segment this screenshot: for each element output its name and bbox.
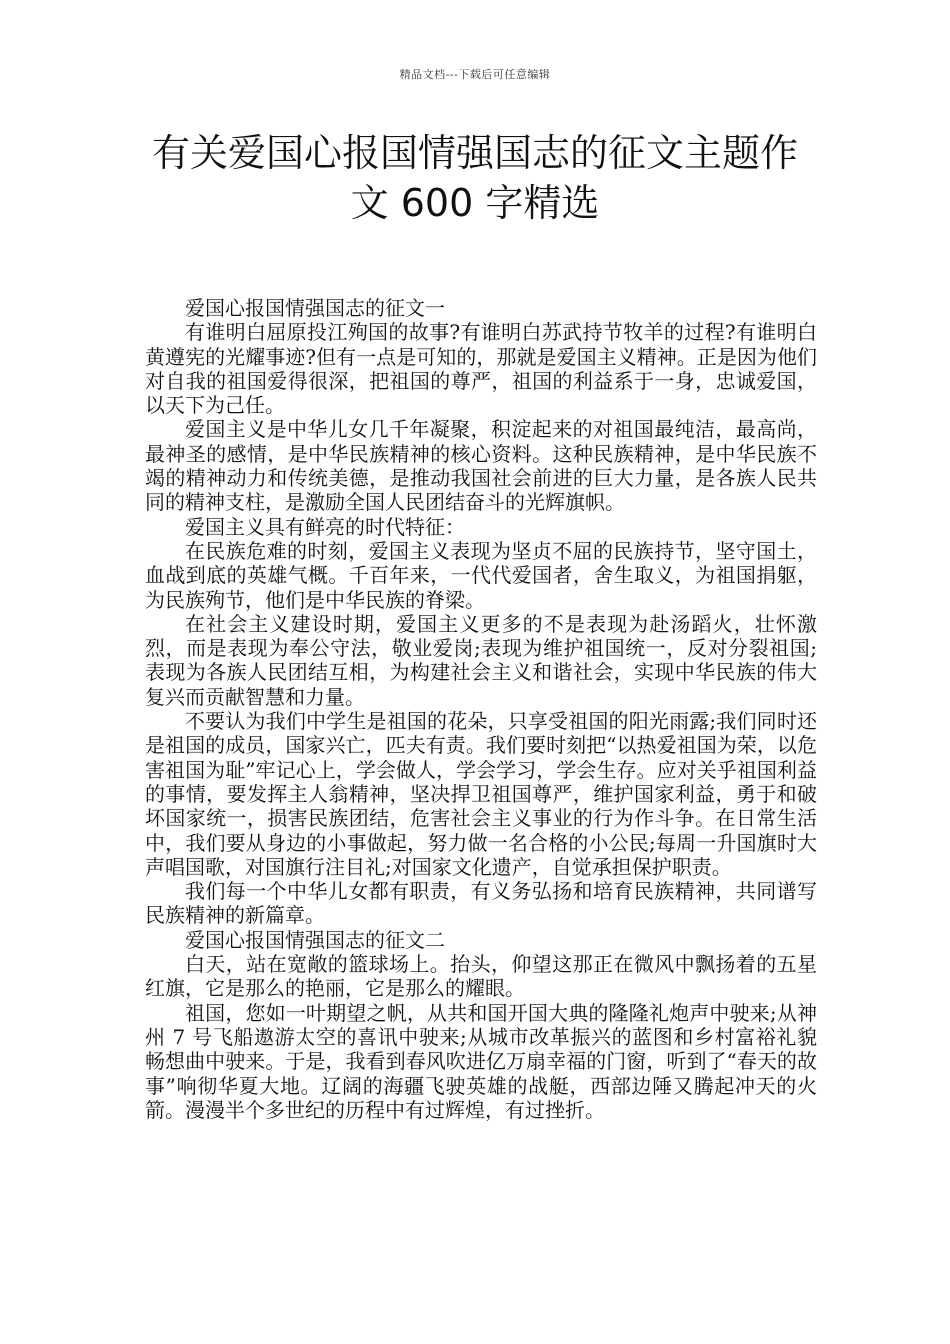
- paragraph: 祖国，您如一叶期望之帆，从共和国开国大典的隆隆礼炮声中驶来;从神州 7 号飞船遨游太空的喜讯中驶来;从城市改革振兴的蓝图和乡村富裕礼貌畅想曲中驶来。于是，我看到春风吹进亿万扇幸福的门窗，听到了“春天的故事”响彻华夏大地。辽阔的海疆飞驶英雄的战艇，西部边陲又腾起冲天的火箭。漫漫半个多世纪的历程中有过辉煌，有过挫折。: [145, 1000, 817, 1122]
- section-heading-2: 爱国心报国情强国志的征文二: [185, 927, 445, 952]
- paragraph: 在民族危难的时刻，爱国主义表现为坚贞不屈的民族持节，坚守国土，血战到底的英雄气概。千百年来，一代代爱国者，舍生取义，为祖国捐躯，为民族殉节，他们是中华民族的脊梁。: [145, 538, 817, 612]
- paragraph: 爱国主义是中华儿女几千年凝聚，积淀起来的对祖国最纯洁，最高尚，最神圣的感情，是中华民族精神的核心资料。这种民族精神，是中华民族不竭的精神动力和传统美德，是推动我国社会前进的巨大力量，是各族人民共同的精神支柱，是激励全国人民团结奋斗的光辉旗帜。: [145, 417, 817, 515]
- title-line-2: 文 600 字精选: [350, 181, 600, 225]
- paragraph: 在社会主义建设时期，爱国主义更多的不是表现为赴汤蹈火，壮怀激烈，而是表现为奉公守法，敬业爱岗;表现为维护祖国统一，反对分裂祖国;表现为各族人民团结互相，为构建社会主义和谐社会，实现中华民族的伟大复兴而贡献智慧和力量。: [145, 611, 817, 709]
- paragraph: 不要认为我们中学生是祖国的花朵，只享受祖国的阳光雨露;我们同时还是祖国的成员，国家兴亡，匹夫有责。我们要时刻把“以热爱祖国为荣，以危害祖国为耻”牢记心上，学会做人，学会学习，学会生存。应对关乎祖国利益的事情，要发挥主人翁精神，坚决捍卫祖国尊严，维护国家利益，勇于和破坏国家统一，损害民族团结，危害社会主义事业的行为作斗争。在日常生活中，我们要从身边的小事做起，努力做一名合格的小公民;每周一升国旗时大声唱国歌，对国旗行注目礼;对国家文化遗产，自觉承担保护职责。: [145, 709, 817, 879]
- document-body: [145, 296, 817, 1122]
- paragraph: 白天，站在宽敞的篮球场上。抬头，仰望这那正在微风中飘扬着的五星红旗，它是那么的艳丽，它是那么的耀眼。: [145, 952, 817, 1001]
- title-line-1: 有关爱国心报国情强国志的征文主题作: [151, 131, 798, 175]
- paragraph: 有谁明白屈原投江殉国的故事?有谁明白苏武持节牧羊的过程?有谁明白黄遵宪的光耀事迹?但有一点是可知的，那就是爱国主义精神。正是因为他们对自我的祖国爱得很深，把祖国的尊严，祖国的利益系于一身，忠诚爱国，以天下为己任。: [145, 320, 817, 418]
- section-heading-1: 爱国心报国情强国志的征文一: [185, 296, 445, 320]
- paragraph: 爱国主义具有鲜亮的时代特征：: [185, 514, 465, 539]
- document-title: [120, 128, 830, 228]
- paragraph: 我们每一个中华儿女都有职责，有义务弘扬和培育民族精神，共同谱写民族精神的新篇章。: [145, 879, 817, 928]
- header-note: 精品文档---下载后可任意编辑: [399, 68, 551, 81]
